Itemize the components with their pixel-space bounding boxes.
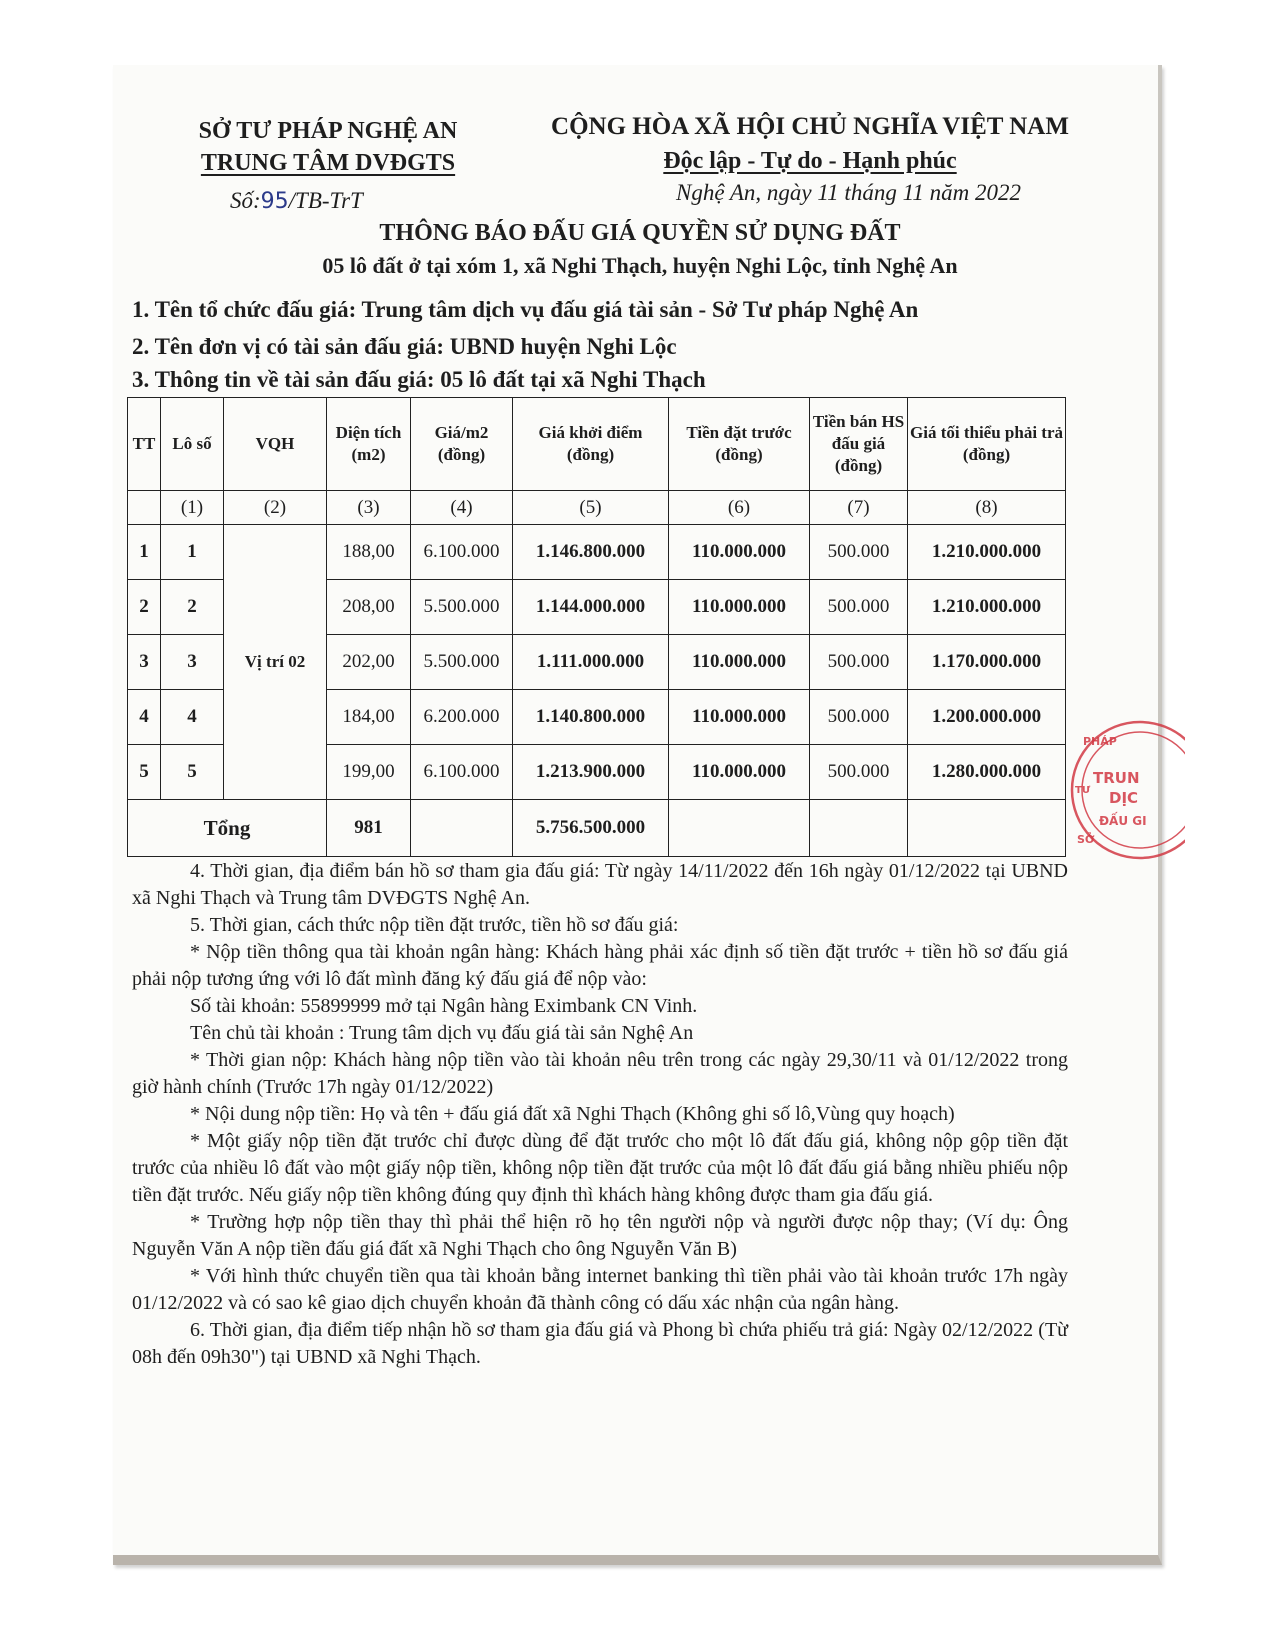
doc-no-handwritten: 95 bbox=[260, 189, 289, 214]
cell-minimum-price: 1.170.000.000 bbox=[908, 635, 1066, 690]
cell-lot: 5 bbox=[161, 745, 224, 800]
stamp-text-b: DỊC bbox=[1109, 789, 1139, 807]
cell-tt: 1 bbox=[128, 525, 161, 580]
cell-starting-price: 1.146.800.000 bbox=[513, 525, 669, 580]
cell-area: 202,00 bbox=[327, 635, 411, 690]
cell-starting-price: 1.111.000.000 bbox=[513, 635, 669, 690]
cell-starting-price: 1.144.000.000 bbox=[513, 580, 669, 635]
cell-minimum-price: 1.280.000.000 bbox=[908, 745, 1066, 800]
column-number-row bbox=[128, 491, 1066, 525]
doc-no-suffix: /TB-TrT bbox=[288, 188, 363, 213]
header-starting-price: Giá khởi điểm (đồng) bbox=[513, 398, 669, 491]
paragraph-5d: * Thời gian nộp: Khách hàng nộp tiền vào tài khoản nêu trên trong các ngày 29,30/11 và 01/12/2022 trong giờ hành chính (Trước 17h ngày 01/12/2022) bbox=[132, 1049, 1068, 1098]
cell-price-per-m2: 6.200.000 bbox=[411, 690, 513, 745]
stamp-text-top: PHÁP bbox=[1083, 735, 1117, 748]
stamp-text-a: TRUN bbox=[1093, 769, 1140, 787]
col-number: (2) bbox=[224, 491, 327, 525]
col-number: (5) bbox=[513, 491, 669, 525]
cell-price-per-m2: 5.500.000 bbox=[411, 635, 513, 690]
cell-dossier-fee: 500.000 bbox=[810, 635, 908, 690]
header-lot-no: Lô số bbox=[161, 398, 224, 491]
issuing-organization bbox=[173, 115, 483, 179]
header-area: Diện tích (m2) bbox=[327, 398, 411, 491]
cell-tt: 4 bbox=[128, 690, 161, 745]
header-price-per-m2: Giá/m2 (đồng) bbox=[411, 398, 513, 491]
cell-price-per-m2: 6.100.000 bbox=[411, 745, 513, 800]
col-number: (7) bbox=[810, 491, 908, 525]
col-number-blank bbox=[128, 491, 161, 525]
paragraph-5b-account: Số tài khoản: 55899999 mở tại Ngân hàng Eximbank CN Vinh. bbox=[190, 995, 698, 1017]
header-tt: TT bbox=[128, 398, 161, 491]
header-deposit: Tiền đặt trước (đồng) bbox=[669, 398, 810, 491]
col-number: (4) bbox=[411, 491, 513, 525]
paragraph-5g: * Trường hợp nộp tiền thay thì phải thể hiện rõ họ tên người nộp và người được nộp thay; (Ví dụ: Ông Nguyễn Văn A nộp tiền đấu giá đất xã Nghi Thạch cho ông Nguyễn Văn B) bbox=[132, 1211, 1068, 1260]
header-dossier-fee: Tiền bán HS đấu giá (đồng) bbox=[810, 398, 908, 491]
paragraph-5h: * Với hình thức chuyển tiền qua tài khoản bằng internet banking thì tiền phải vào tài khoản trước 17h ngày 01/12/2022 và có sao kê giao dịch chuyển khoản đã thành công có dấu xác nhận của ngân hàng. bbox=[132, 1265, 1068, 1314]
cell-price-per-m2: 6.100.000 bbox=[411, 525, 513, 580]
paragraph-4: 4. Thời gian, địa điểm bán hồ sơ tham gia đấu giá: Từ ngày 14/11/2022 đến 16h ngày 01/12/2022 tại UBND xã Nghi Thạch và Trung tâm DVĐGTS Nghệ An. bbox=[132, 860, 1068, 909]
cell-minimum-price: 1.210.000.000 bbox=[908, 525, 1066, 580]
cell-dossier-fee: 500.000 bbox=[810, 745, 908, 800]
total-blank bbox=[411, 800, 513, 857]
stamp-text-bottom: SỞ bbox=[1077, 833, 1095, 846]
national-heading bbox=[520, 110, 1100, 178]
cell-starting-price: 1.140.800.000 bbox=[513, 690, 669, 745]
cell-price-per-m2: 5.500.000 bbox=[411, 580, 513, 635]
paragraph-6: 6. Thời gian, địa điểm tiếp nhận hồ sơ tham gia đấu giá và Phong bì chứa phiếu trả giá: Ngày 02/12/2022 (Từ 08h đến 09h30") tại UBND xã Nghi Thạch. bbox=[132, 1319, 1068, 1368]
cell-starting-price: 1.213.900.000 bbox=[513, 745, 669, 800]
total-blank bbox=[810, 800, 908, 857]
land-lot-table bbox=[127, 397, 1066, 857]
cell-dossier-fee: 500.000 bbox=[810, 580, 908, 635]
col-number: (3) bbox=[327, 491, 411, 525]
total-row bbox=[128, 800, 1066, 857]
paragraph-5c-account-holder: Tên chủ tài khoản : Trung tâm dịch vụ đấu giá tài sản Nghệ An bbox=[190, 1022, 694, 1044]
org-line-2: TRUNG TÂM DVĐGTS bbox=[200, 150, 456, 176]
document-number bbox=[230, 188, 363, 214]
section-3: 3. Thông tin về tài sản đấu giá: 05 lô đất tại xã Nghi Thạch bbox=[132, 367, 706, 392]
paragraph-5f: * Một giấy nộp tiền đặt trước chỉ được dùng để đặt trước cho một lô đất đấu giá, không nộp gộp tiền đặt trước của nhiều lô đất vào một giấy nộp tiền, không nộp tiền đặt trước của một lô đất đấu giá bằng nhiều phiếu nộp tiền đặt trước. Nếu giấy nộp tiền không đúng quy định thì khách hàng không được tham gia đấu giá. bbox=[132, 1130, 1068, 1206]
cell-dossier-fee: 500.000 bbox=[810, 690, 908, 745]
cell-dossier-fee: 500.000 bbox=[810, 525, 908, 580]
col-number: (1) bbox=[161, 491, 224, 525]
cell-area: 208,00 bbox=[327, 580, 411, 635]
stamp-text-side: TƯ bbox=[1075, 785, 1091, 796]
section-2: 2. Tên đơn vị có tài sản đấu giá: UBND huyện Nghi Lộc bbox=[132, 334, 677, 359]
cell-area: 199,00 bbox=[327, 745, 411, 800]
total-label: Tổng bbox=[128, 800, 327, 857]
country-name: CỘNG HÒA XÃ HỘI CHỦ NGHĨA VIỆT NAM bbox=[551, 113, 1069, 140]
total-area: 981 bbox=[327, 800, 411, 857]
notice-body bbox=[132, 858, 1068, 1371]
place-date: Nghệ An, ngày 11 tháng 11 năm 2022 bbox=[676, 180, 1021, 205]
doc-no-prefix: Số: bbox=[230, 188, 261, 213]
cell-deposit: 110.000.000 bbox=[669, 635, 810, 690]
header-vqh: VQH bbox=[224, 398, 327, 491]
cell-lot: 4 bbox=[161, 690, 224, 745]
national-motto: Độc lập - Tự do - Hạnh phúc bbox=[663, 148, 957, 174]
notice-title: THÔNG BÁO ĐẤU GIÁ QUYỀN SỬ DỤNG ĐẤT bbox=[379, 220, 901, 246]
cell-deposit: 110.000.000 bbox=[669, 580, 810, 635]
cell-deposit: 110.000.000 bbox=[669, 745, 810, 800]
col-number: (8) bbox=[908, 491, 1066, 525]
cell-lot: 2 bbox=[161, 580, 224, 635]
cell-area: 184,00 bbox=[327, 690, 411, 745]
cell-deposit: 110.000.000 bbox=[669, 525, 810, 580]
cell-minimum-price: 1.210.000.000 bbox=[908, 580, 1066, 635]
paragraph-5: 5. Thời gian, cách thức nộp tiền đặt trước, tiền hồ sơ đấu giá: bbox=[190, 914, 679, 936]
col-number: (6) bbox=[669, 491, 810, 525]
section-1: 1. Tên tổ chức đấu giá: Trung tâm dịch vụ đấu giá tài sản - Sở Tư pháp Nghệ An bbox=[132, 297, 919, 322]
red-seal-stamp bbox=[1035, 715, 1185, 865]
cell-deposit: 110.000.000 bbox=[669, 690, 810, 745]
cell-minimum-price: 1.200.000.000 bbox=[908, 690, 1066, 745]
total-starting-price: 5.756.500.000 bbox=[513, 800, 669, 857]
paragraph-5e: * Nội dung nộp tiền: Họ và tên + đấu giá đất xã Nghi Thạch (Không ghi số lô,Vùng quy hoạch) bbox=[190, 1103, 955, 1125]
paragraph-5a: * Nộp tiền thông qua tài khoản ngân hàng: Khách hàng phải xác định số tiền đặt trước + tiền hồ sơ đấu giá phải nộp tương ứng với lô đất mình đăng ký đấu giá để nộp vào: bbox=[132, 941, 1068, 990]
stamp-text-c: ĐẤU GI bbox=[1099, 814, 1147, 828]
cell-tt: 5 bbox=[128, 745, 161, 800]
cell-tt: 3 bbox=[128, 635, 161, 690]
notice-subtitle: 05 lô đất ở tại xóm 1, xã Nghi Thạch, huyện Nghi Lộc, tỉnh Nghệ An bbox=[322, 253, 958, 278]
header-minimum-price: Giá tối thiểu phải trả (đồng) bbox=[908, 398, 1066, 491]
cell-vqh: Vị trí 02 bbox=[224, 525, 327, 800]
total-blank bbox=[669, 800, 810, 857]
cell-tt: 2 bbox=[128, 580, 161, 635]
cell-lot: 3 bbox=[161, 635, 224, 690]
cell-area: 188,00 bbox=[327, 525, 411, 580]
table-header-row bbox=[128, 398, 1066, 491]
cell-lot: 1 bbox=[161, 525, 224, 580]
table-row bbox=[128, 525, 1066, 580]
org-line-1: SỞ TƯ PHÁP NGHỆ AN bbox=[198, 118, 458, 144]
